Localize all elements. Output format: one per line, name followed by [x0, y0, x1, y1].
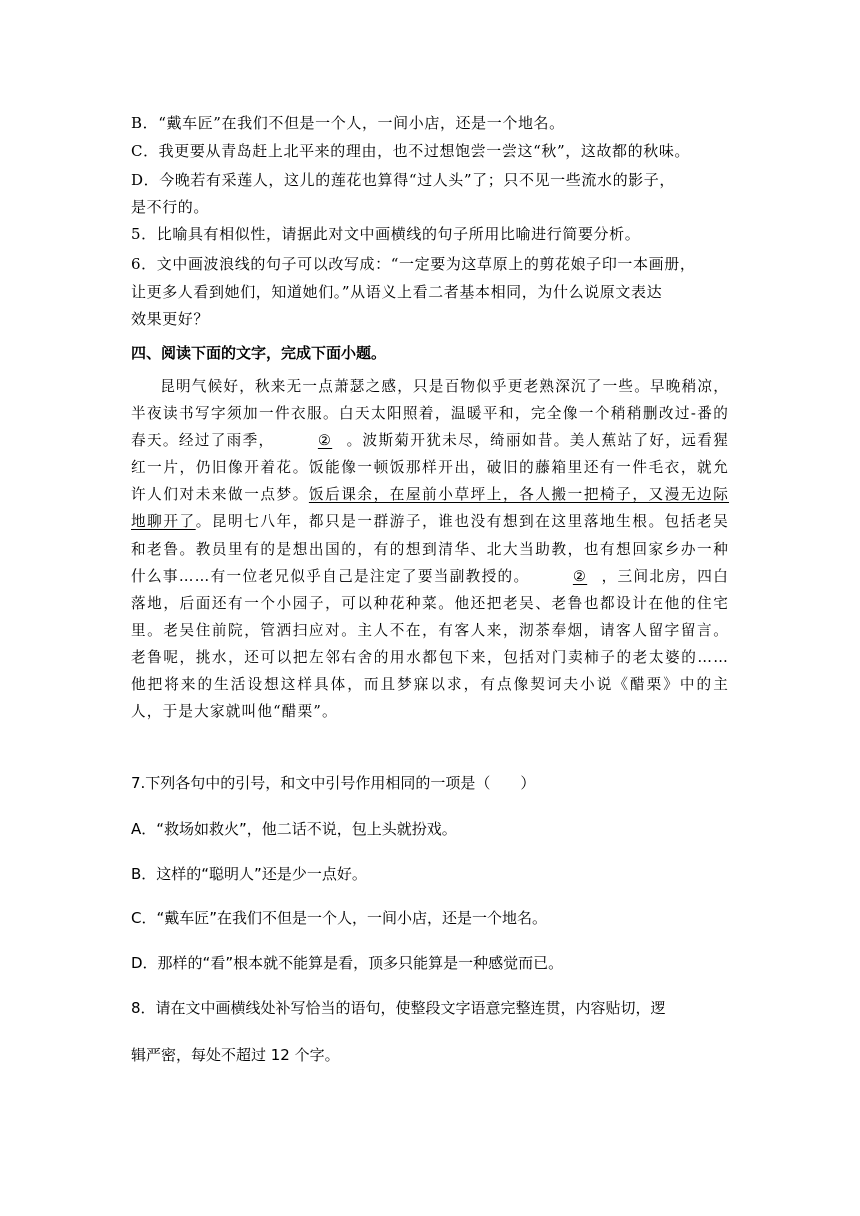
passage-text-4: ，三间北房，四白落地，后面还有一个小园子，可以种花种菜。他还把老吴、老鲁也都设计在他的住宅里。老吴住前院，管洒扫应对。主人不在，有客人来，沏茶奉烟，请客人留字留言。老鲁呢，挑水，还可以把左邻右舍的用水都包下来，包括对门卖柿子的老太婆的……他把将来的生活设想这样具体，而且梦寐以求，有点像契诃夫小说《醋栗》中的主人，于是大家就叫他“醋栗”。 — [131, 567, 729, 721]
question-7-option-d: D．那样的“看”根本就不能算是看，顶多只能算是一种感觉而已。 — [131, 954, 564, 972]
passage-text-3: 。昆明七八年，都只是一群游子，谁也没有想到在这里落地生根。包括老吴和老鲁。教员里有的是想出国的，有的想到清华、北大当助教，也有想回家乡办一种什么事……有一位老兄似乎自己是注定了要当副教授的。 — [131, 513, 729, 585]
question-7-option-b: B．这样的“聪明人”还是少一点好。 — [131, 865, 367, 883]
passage-text-1: 昆明气候好，秋来无一点萧瑟之感，只是百物似乎更老熟深沉了一些。早晚稍凉，半夜读书写字须加一件衣服。白天太阳照着，温暖平和，完全像一个稍稍删改过-番的春天。经过了雨季， — [131, 378, 729, 450]
passage-text-2: 。波斯菊开犹未尽，绮丽如昔。美人蕉站了好，远看猩红一片，仍旧像开着花。饭能像一顿饭那样开出，破旧的藤箱里还有一件毛衣，就允许人们对未来做一点梦。 — [131, 432, 729, 504]
question-6-line2: 让更多人看到她们，知道她们。”从语义上看二者基本相同，为什么说原文表达 — [131, 283, 663, 301]
section-heading: 四、阅读下面的文字，完成下面小题。 — [131, 344, 387, 362]
option-d-continuation: 是不行的。 — [131, 198, 210, 216]
underlined-sentence: 饭后课余，在屋前小草坪上，各人搬一把椅子，又漫无边际地聊开了 — [131, 486, 730, 531]
option-c-line: C．我更要从青岛赶上北平来的理由，也不过想饱尝一尝这“秋”，这故都的秋味。 — [131, 142, 691, 160]
question-5: 5．比喻具有相似性，请据此对文中画横线的句子所用比喻进行简要分析。 — [131, 225, 641, 243]
option-b-line: B．“戴车匠”在我们不但是一个人，一间小店，还是一个地名。 — [131, 114, 565, 132]
question-8-line2: 辑严密，每处不超过 12 个字。 — [131, 1046, 340, 1064]
option-d-line: D．今晚若有采莲人，这儿的莲花也算得“过人头”了；只不见一些流水的影子， — [131, 171, 675, 189]
question-6-line3: 效果更好？ — [131, 310, 210, 328]
question-8-line1: 8．请在文中画横线处补写恰当的语句，使整段文字语意完整连贯，内容贴切，逻 — [131, 999, 666, 1017]
answer-blank-1: ② — [317, 432, 333, 450]
question-7-stem: 7.下列各句中的引号，和文中引号作用相同的一项是（ ） — [131, 774, 536, 792]
question-7-option-a: A．“救场如救火”，他二话不说，包上头就扮戏。 — [131, 820, 457, 838]
question-6-line1: 6．文中画波浪线的句子可以改写成：“一定要为这草原上的剪花娘子印一本画册， — [131, 255, 696, 273]
question-7-option-c: C．“戴车匠”在我们不但是一个人，一间小店，还是一个地名。 — [131, 909, 548, 927]
answer-blank-2: ② — [572, 567, 588, 585]
reading-passage — [131, 373, 729, 725]
